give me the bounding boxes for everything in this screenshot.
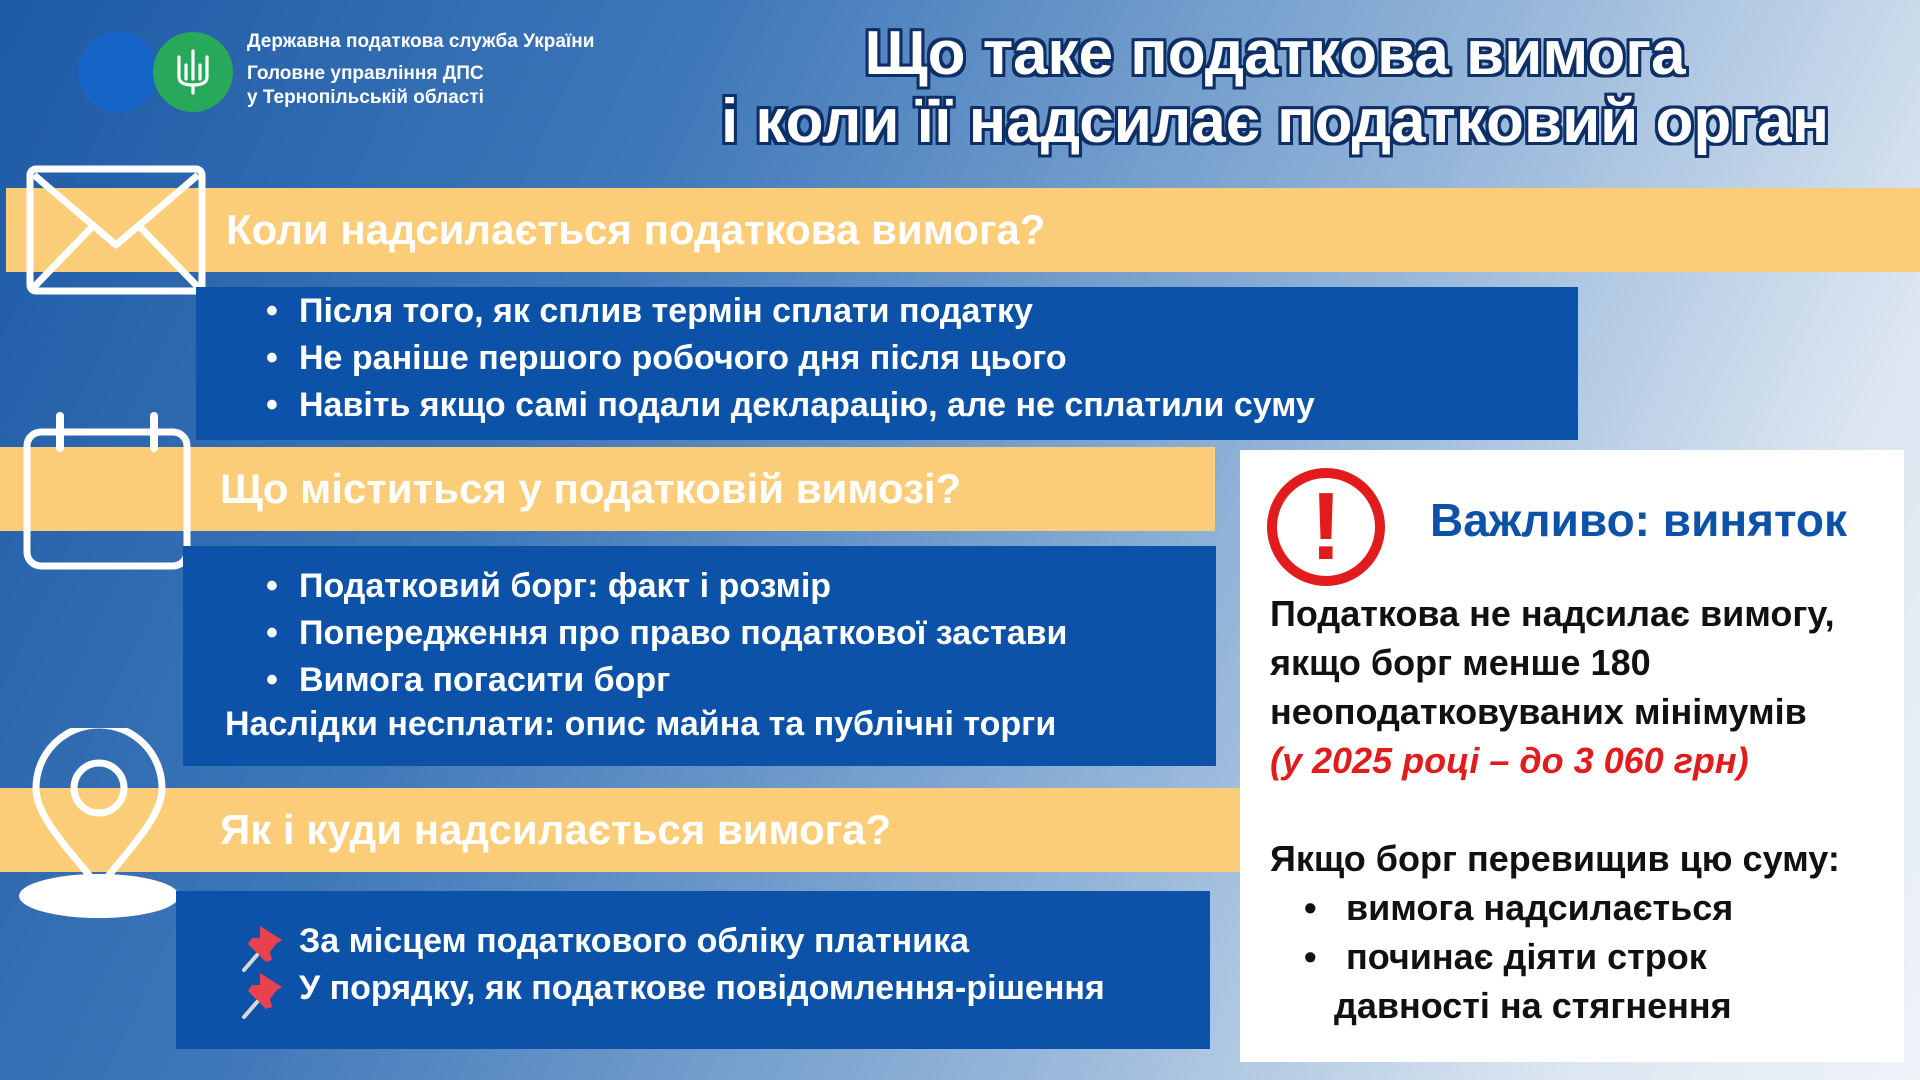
if-exceeded-text: Якщо борг перевищив цю суму: — [1270, 838, 1840, 879]
page-title — [640, 20, 1910, 156]
bullet-dot: • — [1304, 887, 1317, 928]
organization-name — [247, 30, 594, 110]
org-line-2: Головне управління ДПС — [247, 63, 484, 84]
section-3-content — [176, 891, 1210, 1049]
location-pin-icon — [14, 728, 184, 920]
list-item: вимога надсилається — [1346, 887, 1734, 928]
trident-logo — [153, 32, 233, 112]
bullet-dot: • — [1304, 936, 1317, 977]
list-item: За місцем податкового обліку платника — [299, 922, 970, 960]
threshold-highlight: (у 2025 році – до 3 060 грн) — [1270, 740, 1749, 781]
org-line-3: у Тернопільській області — [247, 87, 484, 108]
section-3-heading: Як і куди надсилається вимога? — [0, 788, 1240, 872]
calendar-icon — [22, 410, 192, 570]
consequences-note: Наслідки несплати: опис майна та публічні торги — [225, 705, 1057, 743]
envelope-icon — [26, 165, 206, 295]
important-text-line-1: Податкова не надсилає вимогу, — [1270, 593, 1835, 634]
exclamation-icon: ! — [1310, 473, 1342, 580]
list-item: У порядку, як податкове повідомлення-рішення — [299, 969, 1105, 1007]
section-2-heading: Що міститься у податковій вимозі? — [0, 447, 1215, 531]
important-text-line-2: якщо борг менше 180 — [1270, 642, 1651, 683]
section-2-content: • Податковий борг: факт і розмір • Попередження про право податкової застави • Вимога погасити борг Наслідки несплати: опис майна та публічні торги — [183, 546, 1216, 766]
section-1-heading: Коли надсилається податкова вимога? — [6, 188, 1920, 272]
title-line-2: і коли її надсилає податковий орган — [720, 87, 1830, 156]
list-item-continuation: давності на стягнення — [1334, 985, 1732, 1026]
important-text-line-3: неоподатковуваних мінімумів — [1270, 691, 1807, 732]
important-title: Важливо: виняток — [1430, 494, 1848, 546]
logo-circle-blue — [78, 32, 158, 112]
section-1-content: • Після того, як сплив термін сплати податку • Не раніше першого робочого дня після цього • Навіть якщо самі подали декларацію, але не сплатили суму — [196, 287, 1578, 440]
org-line-1: Державна податкова служба України — [247, 31, 595, 52]
pushpin-icon — [240, 969, 286, 1028]
title-line-1: Що таке податкова вимога — [864, 19, 1686, 88]
trident-icon — [175, 49, 211, 95]
list-item: починає діяти строк — [1346, 936, 1707, 977]
